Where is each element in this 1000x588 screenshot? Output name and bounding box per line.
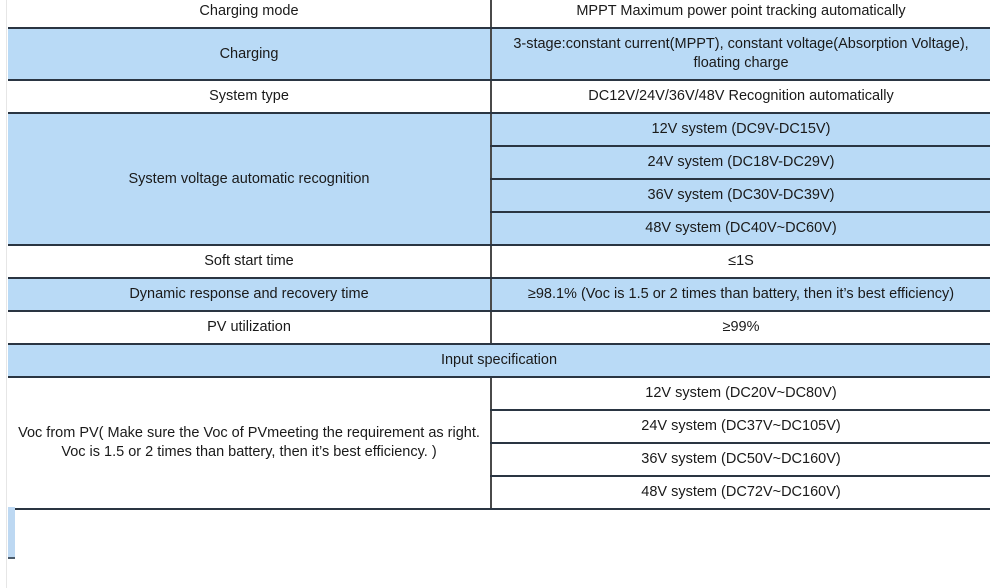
label-dynamic-response: Dynamic response and recovery time xyxy=(8,278,491,311)
value-charging xyxy=(491,28,990,80)
label-pv-utilization: PV utilization xyxy=(8,311,491,344)
row-dynamic-response xyxy=(8,278,990,311)
row-voltage-recognition xyxy=(8,113,990,146)
spec-table xyxy=(8,0,990,510)
value-soft-start: ≤1S xyxy=(491,245,990,278)
value-voc-48v: 48V system (DC72V~DC160V) xyxy=(491,476,990,509)
label-voc-line-2: Voc is 1.5 or 2 times than battery, then it’s best efficiency. ) xyxy=(61,444,437,460)
value-dynamic-response: ≥98.1% (Voc is 1.5 or 2 times than battery, then it’s best efficiency) xyxy=(491,278,990,311)
section-header-input-specification: Input specification xyxy=(8,344,990,377)
row-input-specification xyxy=(8,344,990,377)
label-voltage-recognition: System voltage automatic recognition xyxy=(8,113,491,245)
row-charging xyxy=(8,28,990,80)
value-charging-line-2: floating charge xyxy=(693,55,789,71)
value-charging-mode: MPPT Maximum power point tracking automatically xyxy=(491,0,990,28)
label-soft-start: Soft start time xyxy=(8,245,491,278)
value-voltage-36v: 36V system (DC30V-DC39V) xyxy=(491,179,990,212)
value-voc-36v: 36V system (DC50V~DC160V) xyxy=(491,443,990,476)
page-left-edge xyxy=(6,0,7,588)
row-charging-mode xyxy=(8,0,990,28)
row-system-type xyxy=(8,80,990,113)
value-voltage-48v: 48V system (DC40V~DC60V) xyxy=(491,212,990,245)
value-voc-12v: 12V system (DC20V~DC80V) xyxy=(491,377,990,410)
row-soft-start xyxy=(8,245,990,278)
label-voc-line-1: Voc from PV( Make sure the Voc of PVmeeting the requirement as right. xyxy=(18,425,480,441)
row-voc-from-pv xyxy=(8,377,990,410)
value-voltage-24v: 24V system (DC18V-DC29V) xyxy=(491,146,990,179)
label-system-type: System type xyxy=(8,80,491,113)
cropped-row-border xyxy=(8,557,15,559)
value-charging-line-1: 3-stage:constant current(MPPT), constant voltage(Absorption Voltage), xyxy=(513,36,969,52)
value-voltage-12v: 12V system (DC9V-DC15V) xyxy=(491,113,990,146)
label-charging: Charging xyxy=(8,28,491,80)
value-pv-utilization: ≥99% xyxy=(491,311,990,344)
row-pv-utilization xyxy=(8,311,990,344)
value-system-type: DC12V/24V/36V/48V Recognition automatically xyxy=(491,80,990,113)
label-voc-from-pv xyxy=(8,377,491,509)
value-voc-24v: 24V system (DC37V~DC105V) xyxy=(491,410,990,443)
cropped-row-fragment xyxy=(8,507,15,557)
label-charging-mode: Charging mode xyxy=(8,0,491,28)
